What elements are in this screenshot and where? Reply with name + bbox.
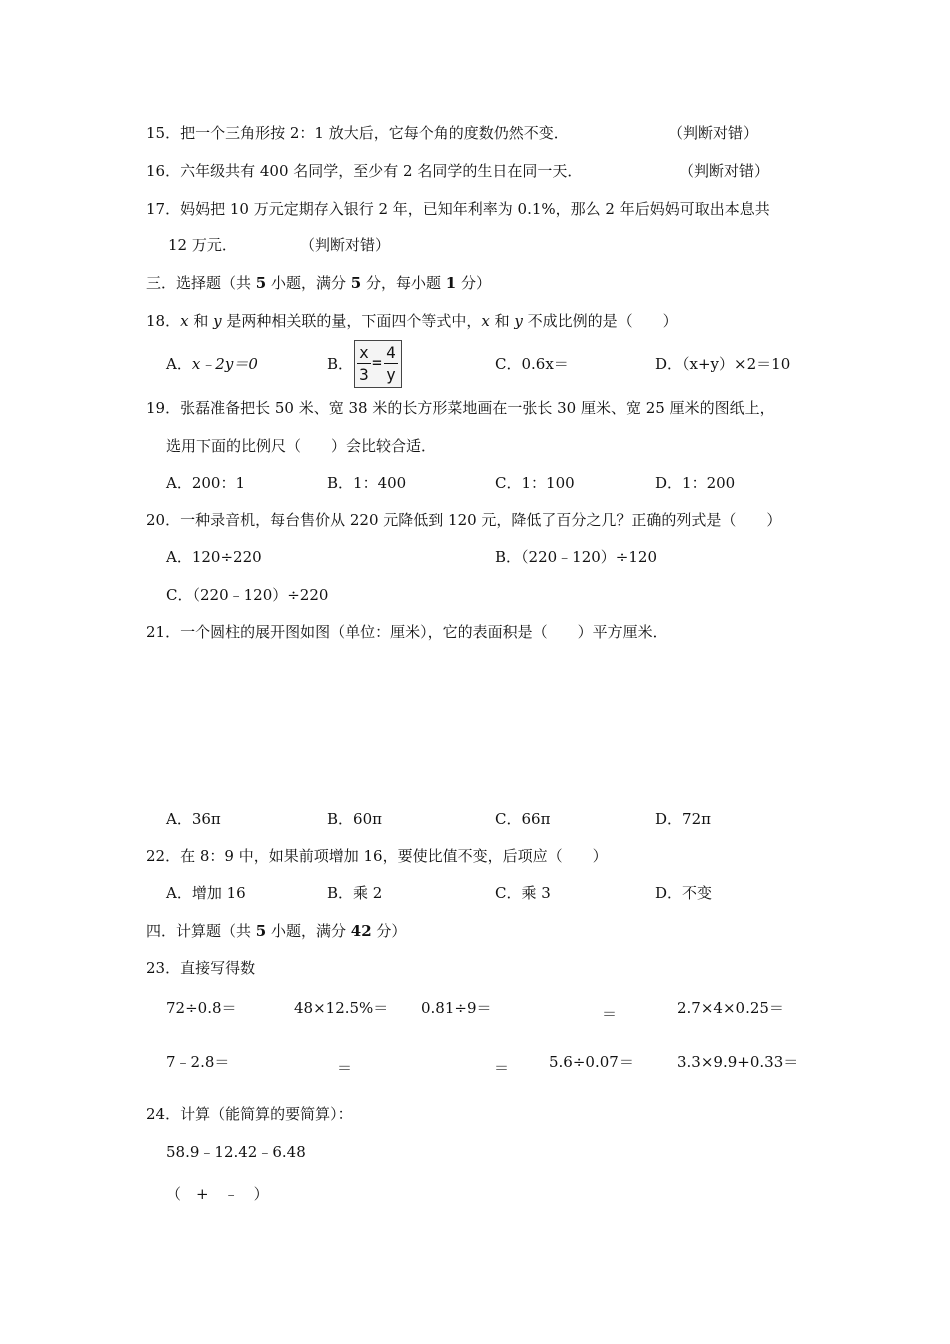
q21-stem: 21．一个圆柱的展开图如图（单位：厘米），它的表面积是（ ）平方厘米． xyxy=(146,623,668,641)
q24-title: 24．计算（能简算的要简算）： xyxy=(146,1105,353,1123)
q15-judge: （判断对错） xyxy=(668,124,759,142)
q17-line1: 17．妈妈把 10 万元定期存入银行 2 年，已知年利率为 0.1%，那么 2 年后妈妈可取出本息共 xyxy=(146,200,770,218)
q20-option-b: B．（220﹣120）÷120 xyxy=(495,548,657,566)
q19-option-d: D．1：200 xyxy=(655,474,736,492)
q23-item: 5.6÷0.07＝ xyxy=(549,1053,634,1071)
q17-line2: 12 万元． xyxy=(168,236,237,254)
q23-item: 2.7×4×0.25＝ xyxy=(677,999,784,1017)
q15-text: 15．把一个三角形按 2：1 放大后，它每个角的度数仍然不变． xyxy=(146,124,569,142)
q18-option-b-fraction-image: x 3 = 4 y xyxy=(354,340,402,388)
q20-stem: 20．一种录音机，每台售价从 220 元降低到 120 元，降低了百分之几？正确的列式是（ ） xyxy=(146,511,782,529)
q21-option-d: D．72π xyxy=(655,810,711,828)
q16-text: 16．六年级共有 400 名同学，至少有 2 名同学的生日在同一天． xyxy=(146,162,583,180)
q22-stem: 22．在 8：9 中，如果前项增加 16，要使比值不变，后项应（ ） xyxy=(146,847,608,865)
q23-item: 7﹣2.8＝ xyxy=(166,1053,230,1071)
q22-option-b: B．乘 2 xyxy=(327,884,383,902)
q23-item: ＝ xyxy=(494,1059,510,1077)
q17-judge: （判断对错） xyxy=(300,236,391,254)
q19-line1: 19．张磊准备把长 50 米、宽 38 米的长方形菜地画在一张长 30 厘米、宽 25 厘米的图纸上， xyxy=(146,399,775,417)
q23-item: 48×12.5%＝ xyxy=(294,999,389,1017)
q23-item: 0.81÷9＝ xyxy=(421,999,492,1017)
q18-stem: 18．x 和 y 是两种相关联的量，下面四个等式中，x 和 y 不成比例的是（ ） xyxy=(146,312,678,330)
q22-option-a: A．增加 16 xyxy=(166,884,246,902)
q18-option-c: C．0.6x＝ xyxy=(495,355,569,373)
q22-option-c: C．乘 3 xyxy=(495,884,551,902)
q22-option-d: D．不变 xyxy=(655,884,713,902)
q23-item: ＝ xyxy=(602,1005,618,1023)
q21-option-c: C．66π xyxy=(495,810,551,828)
q19-option-a: A．200：1 xyxy=(166,474,246,492)
q18-option-b-label: B． xyxy=(327,355,354,373)
section-3-heading: 三．选择题（共 5 小题，满分 5 分，每小题 1 分） xyxy=(146,274,491,292)
q19-line2: 选用下面的比例尺（ ）会比较合适． xyxy=(166,437,437,455)
q20-option-c: C．（220﹣120）÷220 xyxy=(166,586,329,604)
q21-option-b: B．60π xyxy=(327,810,382,828)
q18-option-d: D．（x+y）×2＝10 xyxy=(655,355,791,373)
q21-option-a: A．36π xyxy=(166,810,221,828)
q18-option-a: A．x﹣2y＝0 xyxy=(166,355,258,373)
section-4-heading: 四．计算题（共 5 小题，满分 42 分） xyxy=(146,922,407,940)
q20-option-a: A．120÷220 xyxy=(166,548,262,566)
q16-judge: （判断对错） xyxy=(679,162,770,180)
q23-item: ＝ xyxy=(337,1059,353,1077)
q23-item: 3.3×9.9+0.33＝ xyxy=(677,1053,799,1071)
q23-title: 23．直接写得数 xyxy=(146,959,256,977)
q24-expression-2: （ + ﹣ ） xyxy=(166,1185,269,1203)
q23-item: 72÷0.8＝ xyxy=(166,999,237,1017)
q19-option-b: B．1：400 xyxy=(327,474,407,492)
q24-expression-1: 58.9﹣12.42﹣6.48 xyxy=(166,1143,306,1161)
q19-option-c: C．1：100 xyxy=(495,474,575,492)
